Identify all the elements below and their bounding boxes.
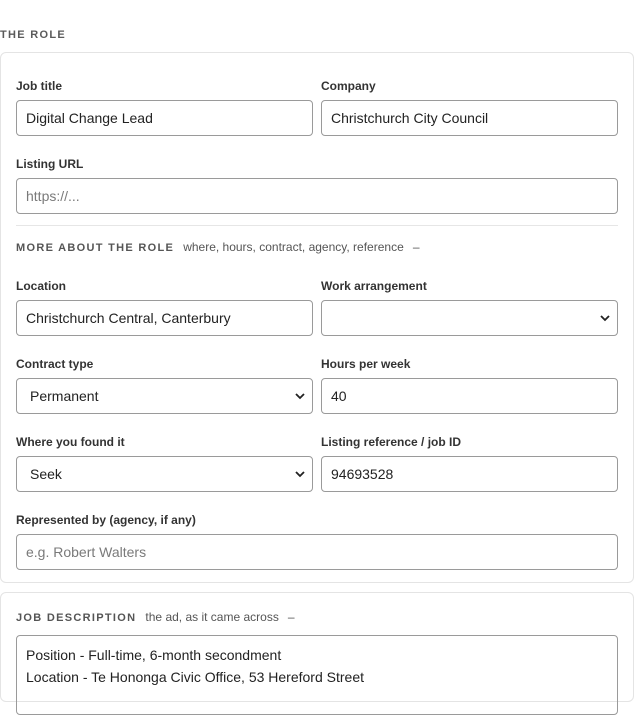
chevron-down-icon <box>294 390 306 402</box>
listing-url-label: Listing URL <box>16 157 84 171</box>
job-description-line: Position - Full-time, 6-month secondment <box>26 647 282 663</box>
represented-by-label: Represented by (agency, if any) <box>16 513 196 527</box>
job-description-line: Location - Te Hononga Civic Office, 53 Hereford Street <box>26 669 364 685</box>
job-description-toggle[interactable] <box>16 610 295 624</box>
job-description-title: JOB DESCRIPTION <box>16 612 137 624</box>
job-title-label: Job title <box>16 79 63 93</box>
listing-url-field <box>16 157 618 214</box>
job-title-input[interactable]: Digital Change Lead <box>16 100 313 136</box>
contract-type-value: Permanent <box>30 388 99 404</box>
hours-per-week-input[interactable]: 40 <box>321 378 618 414</box>
represented-by-input[interactable]: e.g. Robert Walters <box>16 534 618 570</box>
listing-reference-label: Listing reference / job ID <box>321 435 462 449</box>
listing-url-input[interactable]: https://... <box>16 178 618 214</box>
job-description-hint: the ad, as it came across <box>145 610 279 624</box>
company-label: Company <box>321 79 376 93</box>
work-arrangement-label: Work arrangement <box>321 279 427 293</box>
role-card <box>0 52 634 583</box>
represented-by-field <box>16 513 618 570</box>
job-description-card <box>0 592 634 702</box>
contract-type-label: Contract type <box>16 357 94 371</box>
listing-reference-field <box>321 435 618 492</box>
found-it-select[interactable] <box>16 456 313 492</box>
chevron-down-icon <box>294 468 306 480</box>
more-about-role-hint: where, hours, contract, agency, reference <box>183 240 404 254</box>
more-about-role-toggle[interactable] <box>16 240 420 254</box>
divider <box>16 225 618 226</box>
chevron-down-icon <box>599 312 611 324</box>
hours-per-week-label: Hours per week <box>321 357 411 371</box>
job-title-field <box>16 79 313 136</box>
collapse-icon[interactable]: – <box>412 240 420 254</box>
found-it-field <box>16 435 313 492</box>
location-field <box>16 279 313 336</box>
contract-type-select[interactable] <box>16 378 313 414</box>
section-heading-the-role: THE ROLE <box>0 29 67 41</box>
contract-type-field <box>16 357 313 414</box>
more-about-role-title: MORE ABOUT THE ROLE <box>16 242 175 254</box>
location-input[interactable]: Christchurch Central, Canterbury <box>16 300 313 336</box>
job-description-textarea[interactable] <box>16 635 618 715</box>
listing-reference-input[interactable]: 94693528 <box>321 456 618 492</box>
hours-per-week-field <box>321 357 618 414</box>
found-it-label: Where you found it <box>16 435 125 449</box>
company-input[interactable]: Christchurch City Council <box>321 100 618 136</box>
company-field <box>321 79 618 136</box>
work-arrangement-select[interactable] <box>321 300 618 336</box>
work-arrangement-field <box>321 279 618 336</box>
collapse-icon[interactable]: – <box>287 610 295 624</box>
found-it-value: Seek <box>30 466 62 482</box>
location-label: Location <box>16 279 66 293</box>
